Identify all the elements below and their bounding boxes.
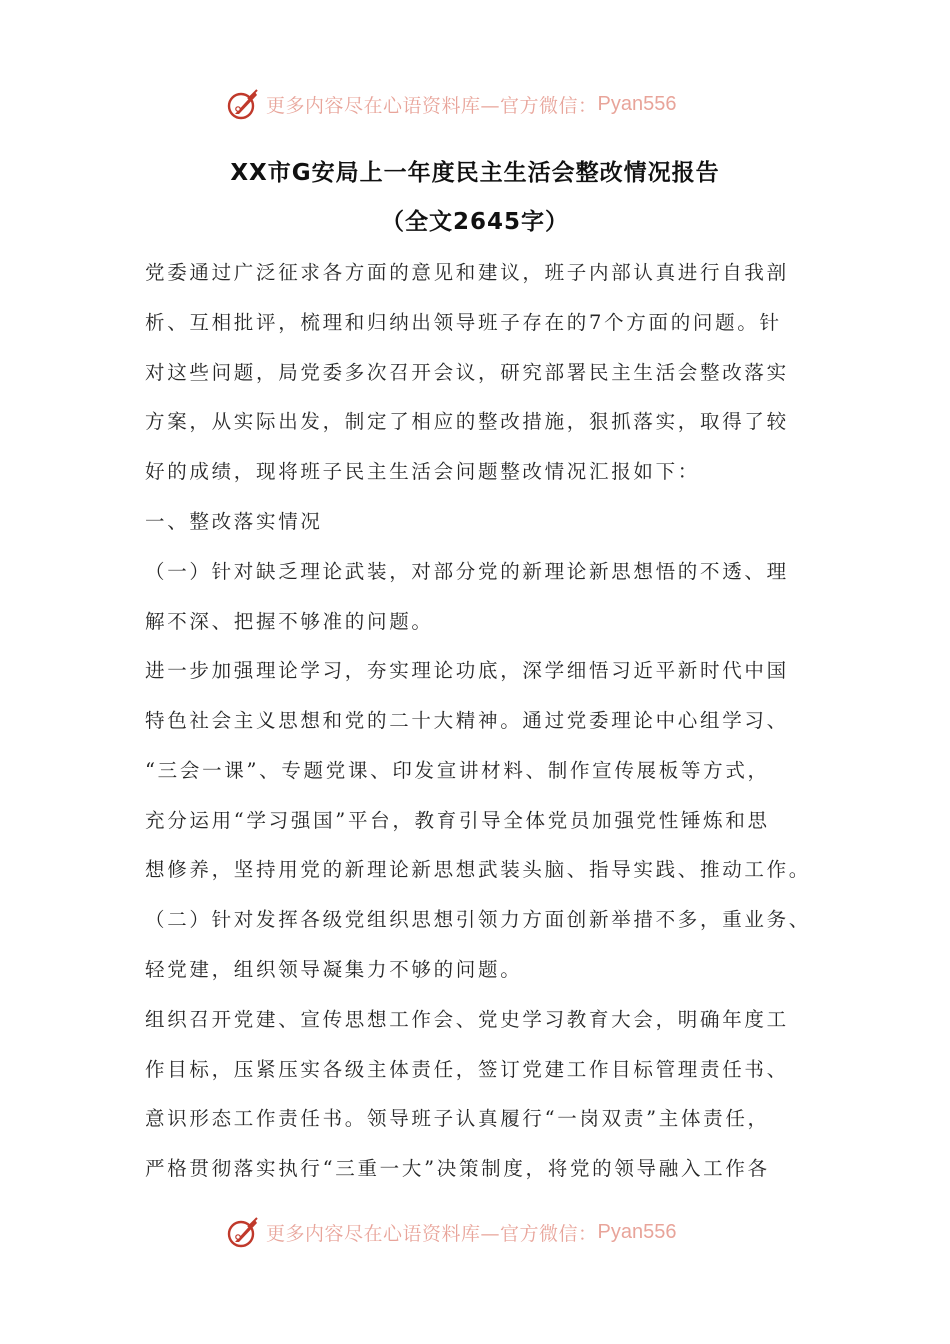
body-line: 对这些问题，局党委多次召开会议，研究部署民主生活会整改落实	[145, 361, 789, 384]
watermark-text: 更多内容尽在心语资料库—官方微信：	[266, 94, 598, 117]
body-line: 好的成绩，现将班子民主生活会问题整改情况汇报如下：	[145, 460, 701, 483]
body-line: “三会一课”、专题党课、印发宣讲材料、制作宣传展板等方式，	[145, 759, 770, 782]
watermark-wechat-id: Pyan556	[597, 92, 677, 115]
subsection-heading: （二）针对发挥各级党组织思想引领力方面创新举措不多，重业务、	[145, 908, 812, 931]
quill-logo-icon	[226, 1215, 260, 1249]
body-line: 特色社会主义思想和党的二十大精神。通过党委理论中心组学习、	[145, 709, 789, 732]
body-line: 作目标，压紧压实各级主体责任，签订党建工作目标管理责任书、	[145, 1058, 789, 1081]
body-line: 意识形态工作责任书。领导班子认真履行“一岗双责”主体责任，	[145, 1107, 770, 1130]
body-line: 进一步加强理论学习，夯实理论功底，深学细悟习近平新时代中国	[145, 659, 789, 682]
watermark-footer	[226, 1212, 676, 1252]
section-heading: 一、整改落实情况	[145, 510, 323, 533]
body-line: 方案，从实际出发，制定了相应的整改措施，狠抓落实，取得了较	[145, 410, 789, 433]
quill-logo-icon	[226, 87, 260, 121]
body-line: 充分运用“学习强国”平台，教育引导全体党员加强党性锤炼和思	[145, 809, 770, 832]
watermark-header	[226, 84, 676, 124]
body-line: 析、互相批评，梳理和归纳出领导班子存在的7个方面的问题。针	[145, 311, 782, 334]
watermark-wechat-id: Pyan556	[597, 1220, 677, 1243]
watermark-text: 更多内容尽在心语资料库—官方微信：	[266, 1222, 598, 1245]
body-line: 严格贯彻落实执行“三重一大”决策制度，将党的领导融入工作各	[145, 1157, 770, 1180]
subsection-heading: 轻党建，组织领导凝集力不够的问题。	[145, 958, 523, 981]
document-subtitle: （全文2645字）	[380, 209, 569, 235]
body-line: 组织召开党建、宣传思想工作会、党史学习教育大会，明确年度工	[145, 1008, 789, 1031]
document-title: XX市G安局上一年度民主生活会整改情况报告	[230, 160, 720, 186]
subsection-heading: 解不深、把握不够准的问题。	[145, 610, 434, 633]
body-line: 党委通过广泛征求各方面的意见和建议，班子内部认真进行自我剖	[145, 261, 789, 284]
subsection-heading: （一）针对缺乏理论武装，对部分党的新理论新思想悟的不透、理	[145, 560, 789, 583]
body-line: 想修养，坚持用党的新理论新思想武装头脑、指导实践、推动工作。	[145, 858, 812, 881]
